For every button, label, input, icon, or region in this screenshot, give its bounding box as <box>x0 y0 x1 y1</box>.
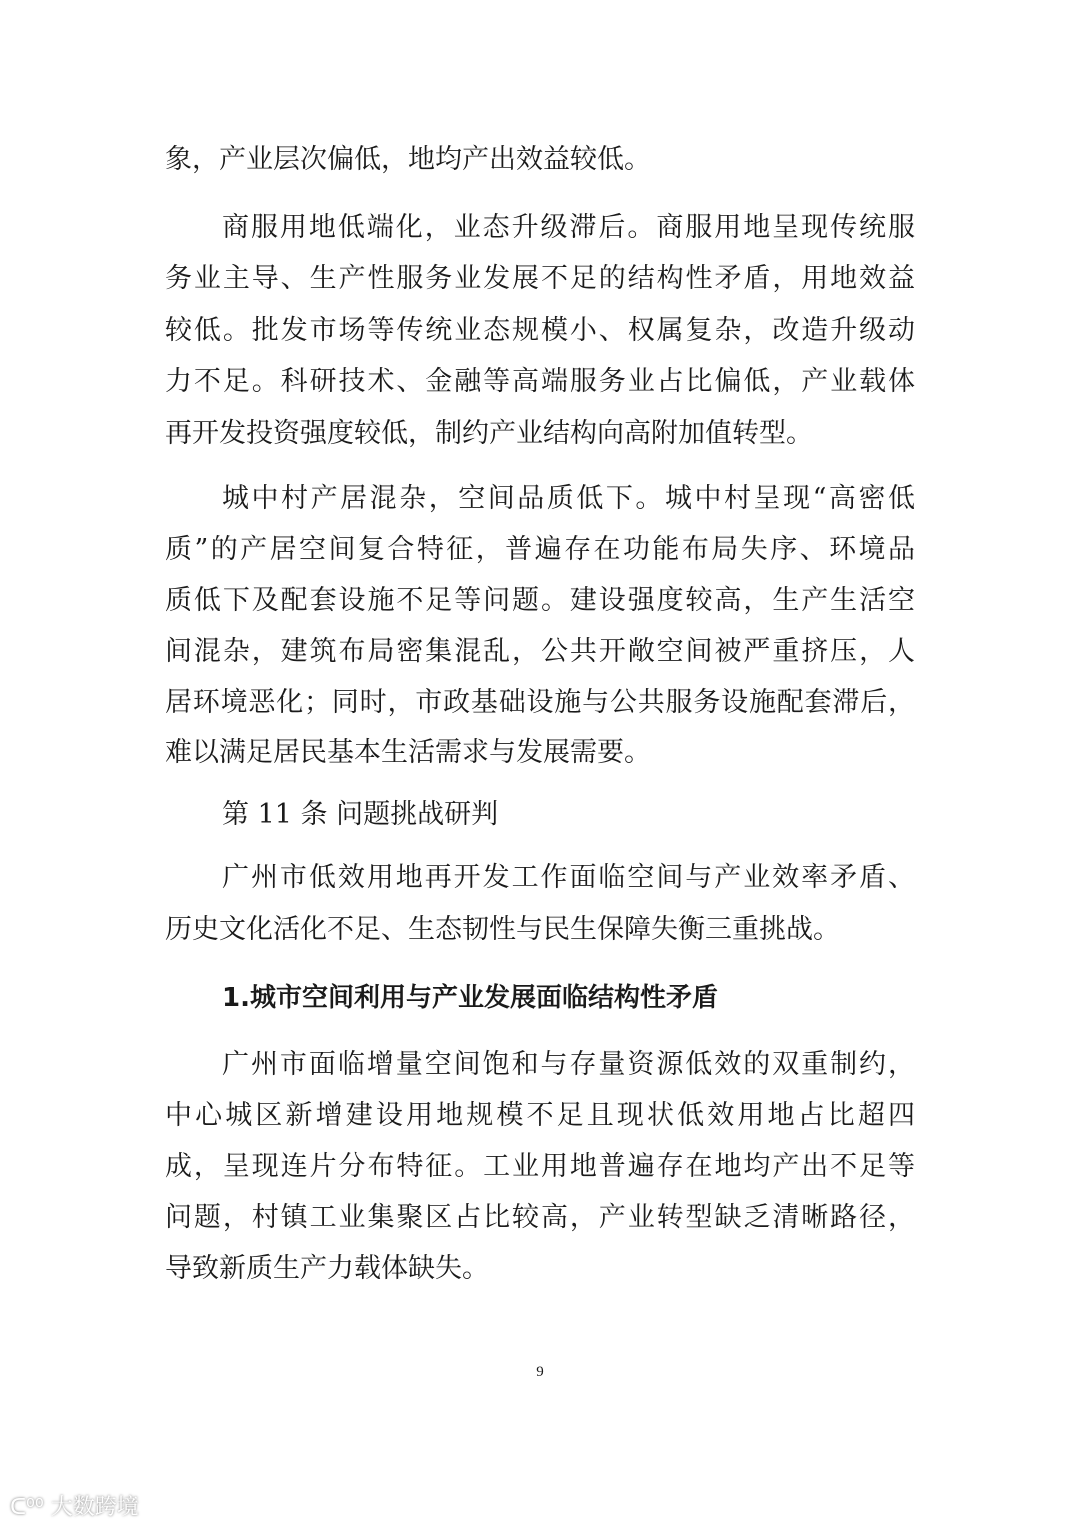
text-line: 务业主导、生产性服务业发展不足的结构性矛盾，用地效益 <box>165 263 915 294</box>
page-number: 9 <box>536 1364 544 1380</box>
section-heading: 1.城市空间利用与产业发展面临结构性矛盾 <box>222 983 718 1013</box>
text-line: 难以满足居民基本生活需求与发展需要。 <box>165 737 651 768</box>
text-line: 导致新质生产力载体缺失。 <box>165 1253 489 1284</box>
text-line: 问题，村镇工业集聚区占比较高，产业转型缺乏清晰路径， <box>165 1202 915 1233</box>
text-line: 商服用地低端化，业态升级滞后。商服用地呈现传统服 <box>222 212 915 243</box>
article-title: 第 11 条 问题挑战研判 <box>222 799 499 830</box>
text-line: 象，产业层次偏低，地均产出效益较低。 <box>165 144 651 175</box>
text-line: 力不足。科研技术、金融等高端服务业占比偏低，产业载体 <box>165 366 915 397</box>
text-line: 成，呈现连片分布特征。工业用地普遍存在地均产出不足等 <box>165 1151 915 1182</box>
text-line: 质低下及配套设施不足等问题。建设强度较高，生产生活空 <box>165 585 915 616</box>
text-line: 间混杂，建筑布局密集混乱，公共开敞空间被严重挤压，人 <box>165 636 915 667</box>
text-line: 居环境恶化；同时，市政基础设施与公共服务设施配套滞后， <box>165 687 915 718</box>
text-line: 质”的产居空间复合特征，普遍存在功能布局失序、环境品 <box>165 534 915 565</box>
text-line: 广州市面临增量空间饱和与存量资源低效的双重制约， <box>222 1049 915 1080</box>
watermark <box>10 1490 139 1521</box>
watermark-text: 大数跨境 <box>50 1495 139 1520</box>
text-line: 较低。批发市场等传统业态规模小、权属复杂，改造升级动 <box>165 315 915 346</box>
watermark-logo-icon: ᑕ⁰⁰ <box>10 1495 51 1520</box>
text-line: 历史文化活化不足、生态韧性与民生保障失衡三重挑战。 <box>165 914 840 945</box>
text-line: 城中村产居混杂，空间品质低下。城中村呈现“高密低 <box>222 483 915 514</box>
text-line: 再开发投资强度较低，制约产业结构向高附加值转型。 <box>165 418 813 449</box>
text-line: 中心城区新增建设用地规模不足且现状低效用地占比超四 <box>165 1100 915 1131</box>
text-line: 广州市低效用地再开发工作面临空间与产业效率矛盾、 <box>222 862 915 893</box>
